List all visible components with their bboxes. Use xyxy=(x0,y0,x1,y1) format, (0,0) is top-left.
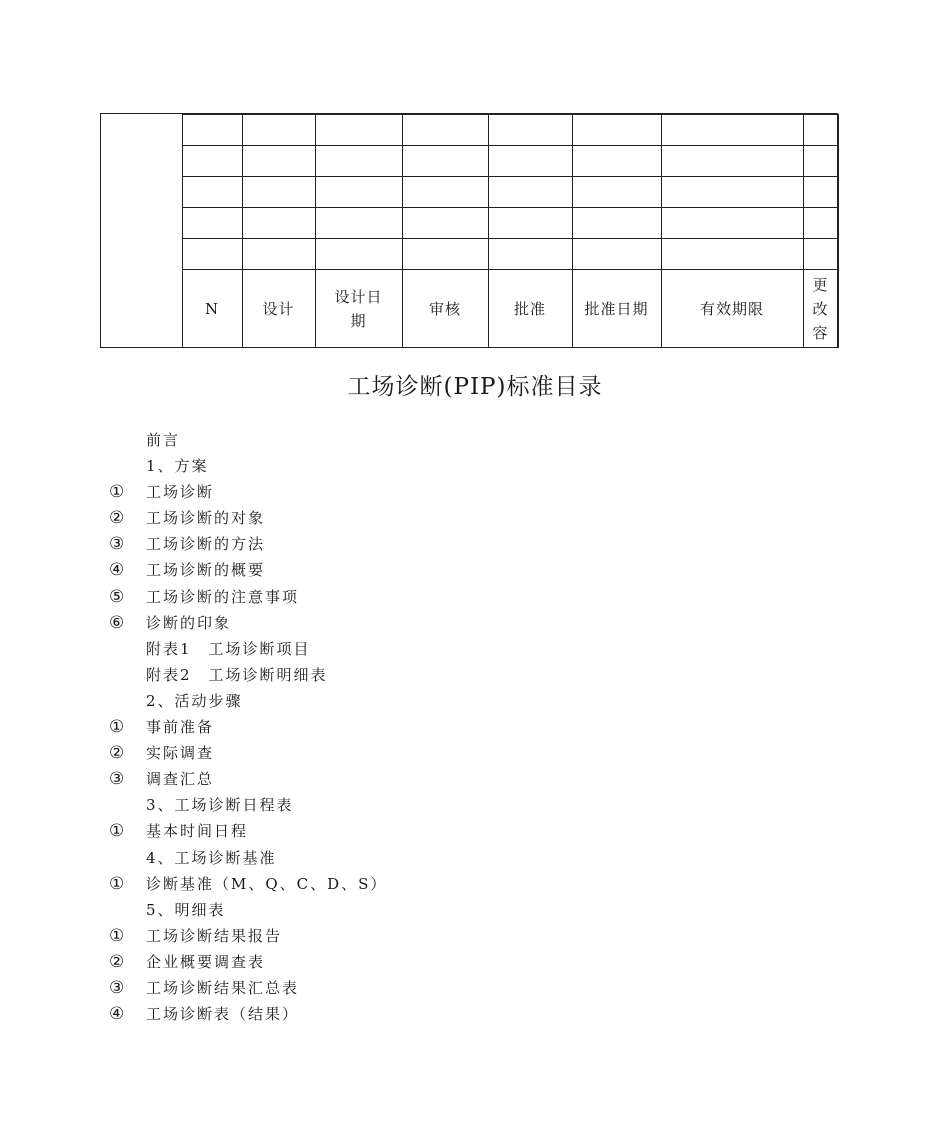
toc-item xyxy=(0,845,950,871)
table-cell xyxy=(661,115,803,146)
toc-item-text: 诊断基准（M、Q、C、D、S） xyxy=(146,874,388,893)
toc-item xyxy=(0,610,950,636)
toc-item xyxy=(0,584,950,610)
toc-item xyxy=(0,923,950,949)
header-change-content-char: 容 xyxy=(812,323,829,342)
header-change-content xyxy=(803,270,838,348)
table-row xyxy=(101,146,838,177)
toc-item-text: 前言 xyxy=(146,431,181,449)
table-cell xyxy=(402,239,488,270)
table-cell xyxy=(488,208,572,239)
table-cell xyxy=(488,177,572,208)
toc-item xyxy=(0,662,950,688)
table-cell xyxy=(242,115,315,146)
toc-item-text: 调查汇总 xyxy=(146,770,215,789)
header-no: N xyxy=(182,270,242,348)
toc-item-text: 诊断的印象 xyxy=(146,613,232,632)
toc-item xyxy=(0,531,950,557)
toc-item xyxy=(0,949,950,975)
table-cell xyxy=(402,115,488,146)
toc-item-text: 5、明细表 xyxy=(146,900,226,919)
toc-item xyxy=(0,975,950,1001)
table-cell xyxy=(803,177,838,208)
toc-item xyxy=(0,688,950,714)
header-design-date xyxy=(315,270,402,348)
toc-item xyxy=(0,897,950,923)
document-title: 工场诊断(PIP)标准目录 xyxy=(347,374,603,400)
table-cell xyxy=(661,146,803,177)
table-cell xyxy=(402,146,488,177)
toc-item-text: 工场诊断的对象 xyxy=(146,509,266,528)
table-cell xyxy=(182,239,242,270)
toc-item-text: 4、工场诊断基准 xyxy=(146,848,277,867)
table-cell xyxy=(242,146,315,177)
toc-item xyxy=(0,479,950,505)
toc-item xyxy=(0,636,950,662)
table-cell xyxy=(661,239,803,270)
toc-item-number: ① xyxy=(109,925,127,946)
table-cell xyxy=(182,208,242,239)
toc-item-number: ⑥ xyxy=(109,612,127,633)
toc-item xyxy=(0,453,950,479)
header-design-date-line: 期 xyxy=(350,311,367,330)
table-row xyxy=(101,208,838,239)
toc-item xyxy=(0,871,950,897)
toc-item xyxy=(0,505,950,531)
revision-table xyxy=(101,114,839,348)
toc-item-text: 事前准备 xyxy=(146,718,215,737)
toc-item-text: 实际调查 xyxy=(146,744,215,763)
header-design-date-line: 设计日 xyxy=(334,287,383,306)
toc-item-number: ③ xyxy=(109,769,127,790)
toc-item-number: ④ xyxy=(109,560,127,581)
table-cell xyxy=(803,239,838,270)
toc-item-text: 工场诊断 xyxy=(146,483,215,502)
revision-table-frame xyxy=(100,113,838,348)
toc-item-text: 附表2 工场诊断明细表 xyxy=(146,665,328,684)
table-cell xyxy=(182,177,242,208)
table-cell xyxy=(315,208,402,239)
header-change-content-char: 改 xyxy=(812,299,829,318)
toc-item-number: ① xyxy=(109,873,127,894)
toc-item-text: 2、活动步骤 xyxy=(146,691,243,710)
table-cell xyxy=(661,208,803,239)
toc-item-text: 工场诊断表（结果） xyxy=(146,1005,300,1024)
toc-item xyxy=(0,818,950,844)
table-cell xyxy=(572,115,661,146)
table-cell xyxy=(488,115,572,146)
table-cell xyxy=(402,177,488,208)
toc-item-number: ① xyxy=(109,717,127,738)
toc-item-text: 工场诊断的概要 xyxy=(146,561,266,580)
toc-item-number: ② xyxy=(109,508,127,529)
toc-item-text: 3、工场诊断日程表 xyxy=(146,796,294,815)
table-cell xyxy=(315,177,402,208)
table-row xyxy=(101,177,838,208)
header-design: 设计 xyxy=(242,270,315,348)
table-cell xyxy=(488,239,572,270)
toc-item-text: 企业概要调查表 xyxy=(146,952,266,971)
side-blank-cell xyxy=(101,115,182,348)
table-row xyxy=(101,239,838,270)
table-cell xyxy=(572,177,661,208)
header-valid-period: 有效期限 xyxy=(661,270,803,348)
toc-item xyxy=(0,1001,950,1027)
toc-item xyxy=(0,714,950,740)
toc-item-number: ② xyxy=(109,743,127,764)
toc-item-text: 工场诊断结果汇总表 xyxy=(146,978,300,997)
toc-item-number: ② xyxy=(109,951,127,972)
toc-item-number: ⑤ xyxy=(109,586,127,607)
toc-item-text: 工场诊断结果报告 xyxy=(146,926,283,945)
table-cell xyxy=(488,146,572,177)
table-row xyxy=(101,115,838,146)
toc-item xyxy=(0,792,950,818)
table-of-contents xyxy=(0,427,950,1027)
table-cell xyxy=(315,115,402,146)
table-cell xyxy=(402,208,488,239)
table-cell xyxy=(242,208,315,239)
table-cell xyxy=(572,146,661,177)
toc-item-text: 工场诊断的方法 xyxy=(146,535,266,554)
toc-item-number: ③ xyxy=(109,534,127,555)
toc-item-text: 基本时间日程 xyxy=(146,822,249,841)
table-cell xyxy=(803,115,838,146)
header-approve: 批准 xyxy=(488,270,572,348)
table-cell xyxy=(803,208,838,239)
header-approve-date: 批准日期 xyxy=(572,270,661,348)
header-review: 审核 xyxy=(402,270,488,348)
toc-item xyxy=(0,740,950,766)
toc-item xyxy=(0,557,950,583)
table-cell xyxy=(182,146,242,177)
table-cell xyxy=(242,239,315,270)
table-cell xyxy=(572,239,661,270)
toc-item-number: ① xyxy=(109,482,127,503)
toc-item-text: 工场诊断的注意事项 xyxy=(146,587,300,606)
header-change-content-char: 更 xyxy=(812,275,829,294)
toc-item-number: ③ xyxy=(109,977,127,998)
table-cell xyxy=(572,208,661,239)
toc-item xyxy=(0,766,950,792)
table-cell xyxy=(182,115,242,146)
toc-item-number: ① xyxy=(109,821,127,842)
toc-item-number: ④ xyxy=(109,1004,127,1025)
table-cell xyxy=(661,177,803,208)
table-cell xyxy=(315,146,402,177)
toc-item xyxy=(0,427,950,453)
table-cell xyxy=(242,177,315,208)
toc-item-text: 附表1 工场诊断项目 xyxy=(146,639,311,658)
toc-item-text: 1、方案 xyxy=(146,457,209,476)
table-header-row xyxy=(101,270,838,348)
table-cell xyxy=(803,146,838,177)
table-cell xyxy=(315,239,402,270)
